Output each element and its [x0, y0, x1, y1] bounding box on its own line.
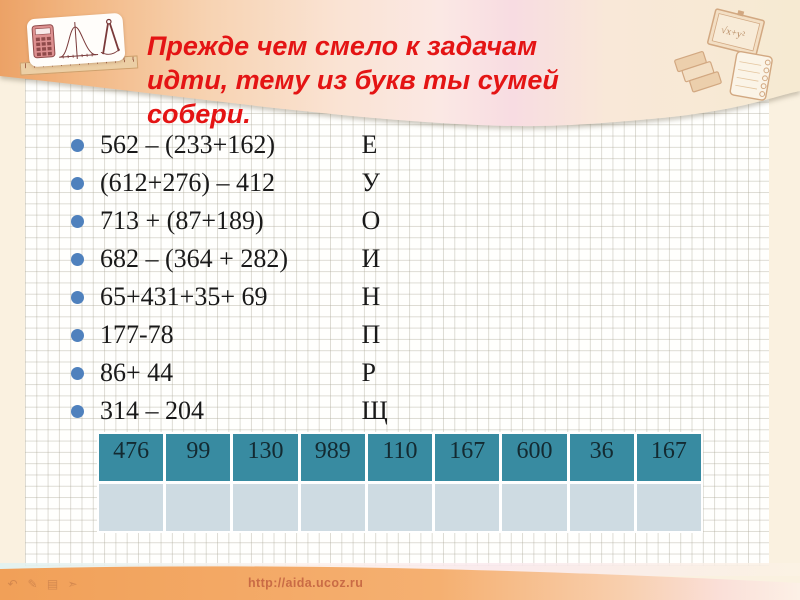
title-line-1: Прежде чем смело к задачам — [147, 31, 538, 61]
answer-table — [97, 432, 703, 533]
task-row — [64, 241, 388, 279]
task-expression: 86+ 44 — [100, 358, 174, 387]
school-doodles — [667, 2, 792, 107]
task-letter: Е — [361, 130, 378, 159]
answer-empty-cell — [570, 484, 634, 531]
task-row — [64, 393, 388, 431]
calculator-icon — [32, 25, 55, 58]
task-letter: Щ — [361, 396, 388, 425]
task-row — [64, 355, 388, 393]
task-expression: 682 – (364 + 282) — [100, 244, 288, 273]
answer-value-cell: 99 — [166, 434, 230, 481]
panel-icon: ▤ — [46, 577, 59, 591]
answer-value-cell: 600 — [502, 434, 566, 481]
task-letter: Н — [361, 282, 381, 311]
bullet-icon — [71, 139, 84, 152]
undo-icon: ↶ — [7, 577, 18, 591]
bullet-icon — [71, 253, 84, 266]
answer-empty-cell — [301, 484, 365, 531]
task-row — [64, 165, 388, 203]
task-row — [64, 203, 388, 241]
math-tools-panel — [26, 13, 125, 68]
answer-value-cell: 167 — [435, 434, 499, 481]
answer-empty-cell — [435, 484, 499, 531]
pointer-icon: ➣ — [67, 577, 78, 591]
footer-band — [0, 555, 800, 600]
task-expression: 314 – 204 — [100, 396, 204, 425]
bullet-icon — [71, 329, 84, 342]
bullet-icon — [71, 177, 84, 190]
task-row — [64, 279, 388, 317]
answer-empty-cell — [166, 484, 230, 531]
answer-value-cell: 110 — [368, 434, 432, 481]
graph-curve-icon — [57, 21, 98, 61]
footer-toolbar — [6, 577, 79, 591]
answer-empty-cell — [637, 484, 701, 531]
answer-value-cell: 36 — [570, 434, 634, 481]
task-letter: П — [361, 320, 381, 349]
bullet-icon — [71, 215, 84, 228]
answer-empty-cell — [99, 484, 163, 531]
title-line-2: идти, тему из букв ты сумей — [147, 65, 559, 95]
answer-empty-cell — [502, 484, 566, 531]
task-letter: И — [361, 244, 381, 273]
bullet-icon — [71, 291, 84, 304]
footer-url-link[interactable]: http://aida.ucoz.ru — [248, 576, 364, 590]
answer-value-cell: 130 — [233, 434, 297, 481]
task-expression: (612+276) – 412 — [100, 168, 275, 197]
task-row — [64, 317, 388, 355]
answer-empty-cell — [368, 484, 432, 531]
answer-value-cell: 989 — [301, 434, 365, 481]
answer-value-cell: 167 — [637, 434, 701, 481]
answer-empty-cell — [233, 484, 297, 531]
task-expression: 713 + (87+189) — [100, 206, 264, 235]
task-letter: Р — [361, 358, 376, 387]
blackboard-formula: √x+y² — [719, 24, 746, 42]
math-tools-icons — [30, 15, 123, 65]
answer-value-cell: 476 — [99, 434, 163, 481]
task-expression: 65+431+35+ 69 — [100, 282, 268, 311]
notebook-icon — [730, 51, 773, 101]
bullet-icon — [71, 405, 84, 418]
task-list — [64, 127, 388, 431]
title-line-3: собери. — [147, 99, 251, 129]
task-expression: 177-78 — [100, 320, 174, 349]
compass-icon — [99, 19, 120, 55]
task-letter: У — [361, 168, 380, 197]
slide-title — [147, 29, 587, 131]
task-row — [64, 127, 388, 165]
books-icon — [674, 49, 721, 95]
pencil-icon: ✎ — [27, 577, 38, 591]
blackboard-icon — [707, 5, 765, 56]
task-letter: О — [361, 206, 381, 235]
bullet-icon — [71, 367, 84, 380]
task-expression: 562 – (233+162) — [100, 130, 275, 159]
